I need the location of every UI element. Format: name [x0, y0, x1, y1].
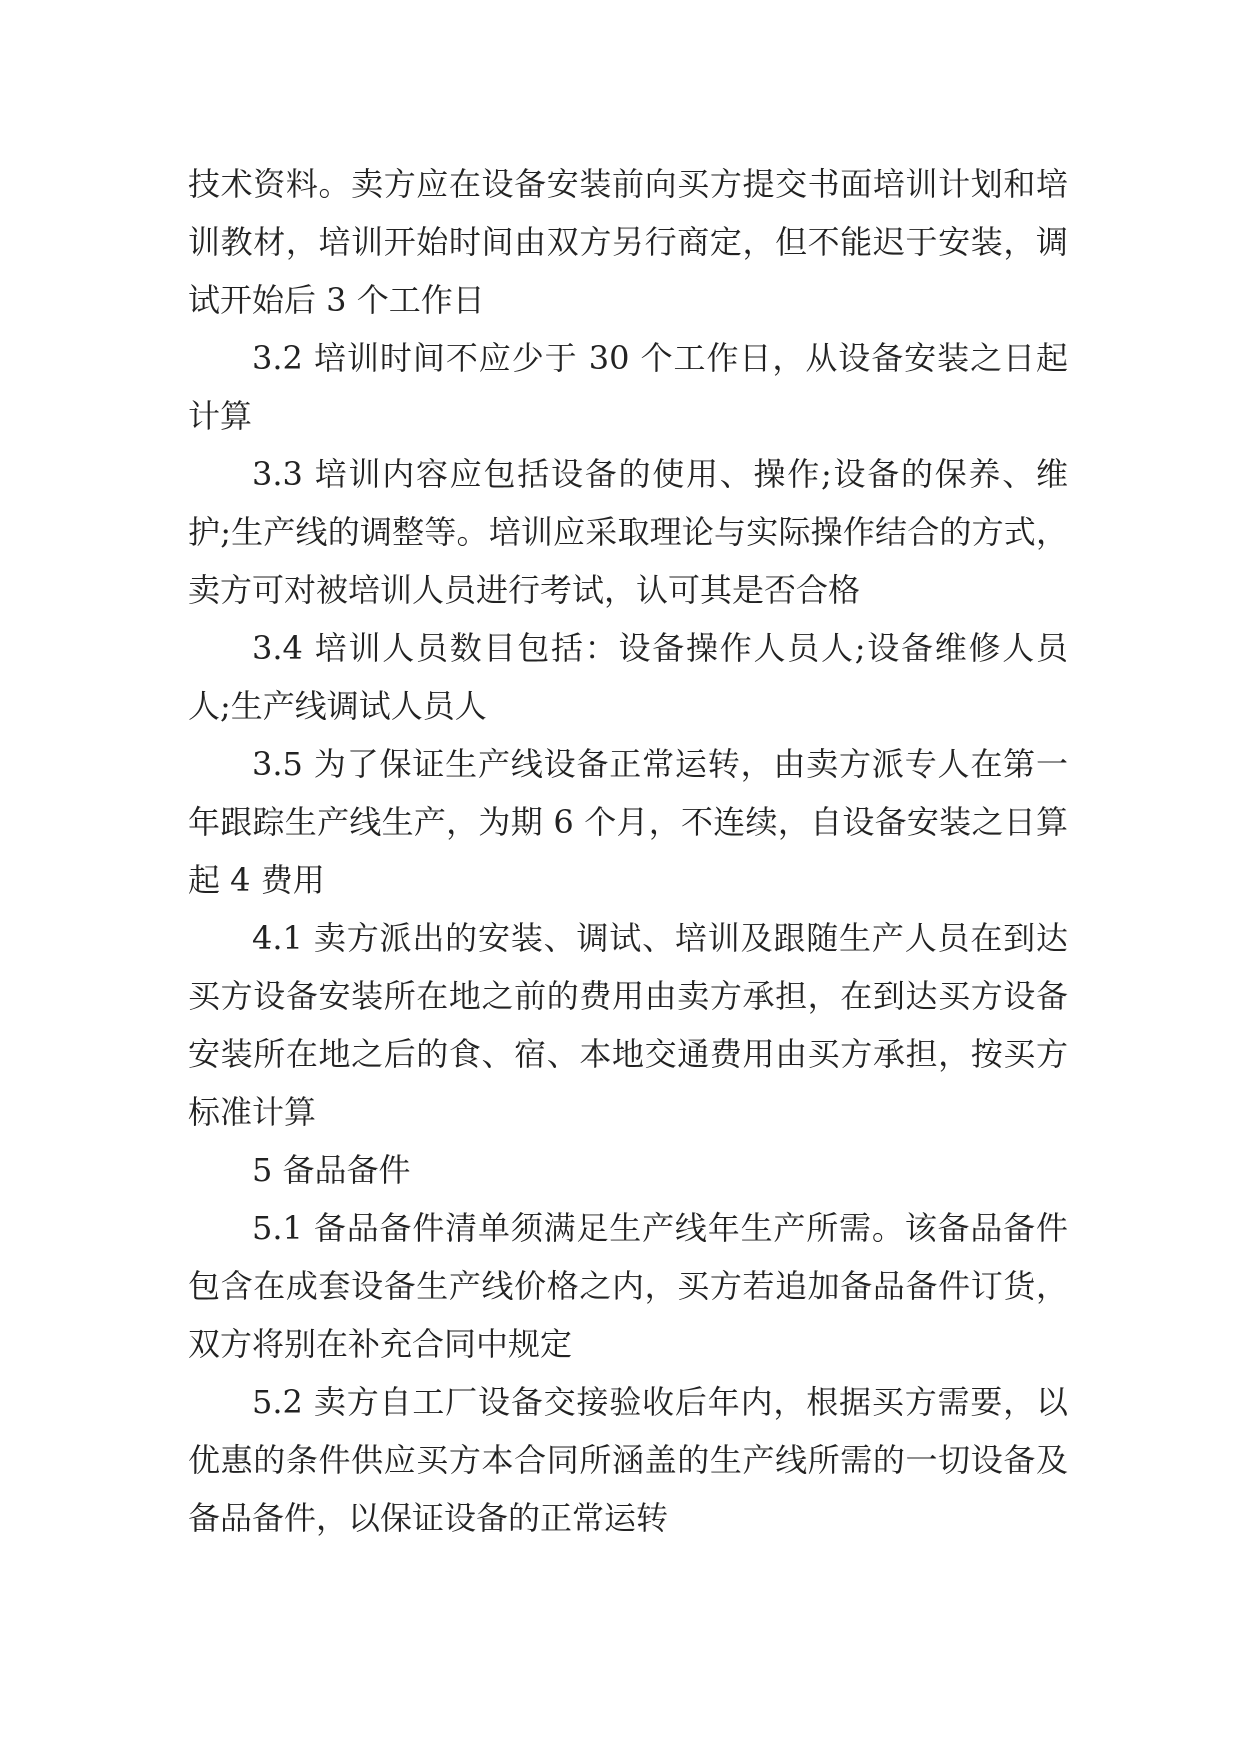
paragraph-5-2: 5.2 卖方自工厂设备交接验收后年内，根据买方需要，以优惠的条件供应买方本合同所涵盖的生产线所需的一切设备及备品备件，以保证设备的正常运转 — [188, 1383, 1068, 1537]
paragraph-4-1: 4.1 卖方派出的安装、调试、培训及跟随生产人员在到达买方设备安装所在地之前的费用由卖方承担，在到达买方设备安装所在地之后的食、宿、本地交通费用由买方承担，按买方标准计算 — [188, 919, 1068, 1131]
paragraph-3-5: 3.5 为了保证生产线设备正常运转，由卖方派专人在第一年跟踪生产线生产，为期 6 个月，不连续，自设备安装之日算起 4 费用 — [188, 745, 1068, 899]
paragraph-5-1: 5.1 备品备件清单须满足生产线年生产所需。该备品备件包含在成套设备生产线价格之内，买方若追加备品备件订货，双方将别在补充合同中规定 — [188, 1209, 1068, 1363]
paragraph-3-4: 3.4 培训人员数目包括：设备操作人员人;设备维修人员人;生产线调试人员人 — [188, 629, 1068, 725]
section-heading-5: 5 备品备件 — [252, 1151, 411, 1189]
paragraph-3-3: 3.3 培训内容应包括设备的使用、操作;设备的保养、维护;生产线的调整等。培训应采取理论与实际操作结合的方式，卖方可对被培训人员进行考试，认可其是否合格 — [188, 455, 1068, 609]
document-body — [188, 155, 1068, 1547]
paragraph-training-materials: 技术资料。卖方应在设备安装前向买方提交书面培训计划和培训教材，培训开始时间由双方另行商定，但不能迟于安装，调试开始后 3 个工作日 — [188, 165, 1068, 319]
paragraph-3-2: 3.2 培训时间不应少于 30 个工作日，从设备安装之日起计算 — [188, 339, 1068, 435]
